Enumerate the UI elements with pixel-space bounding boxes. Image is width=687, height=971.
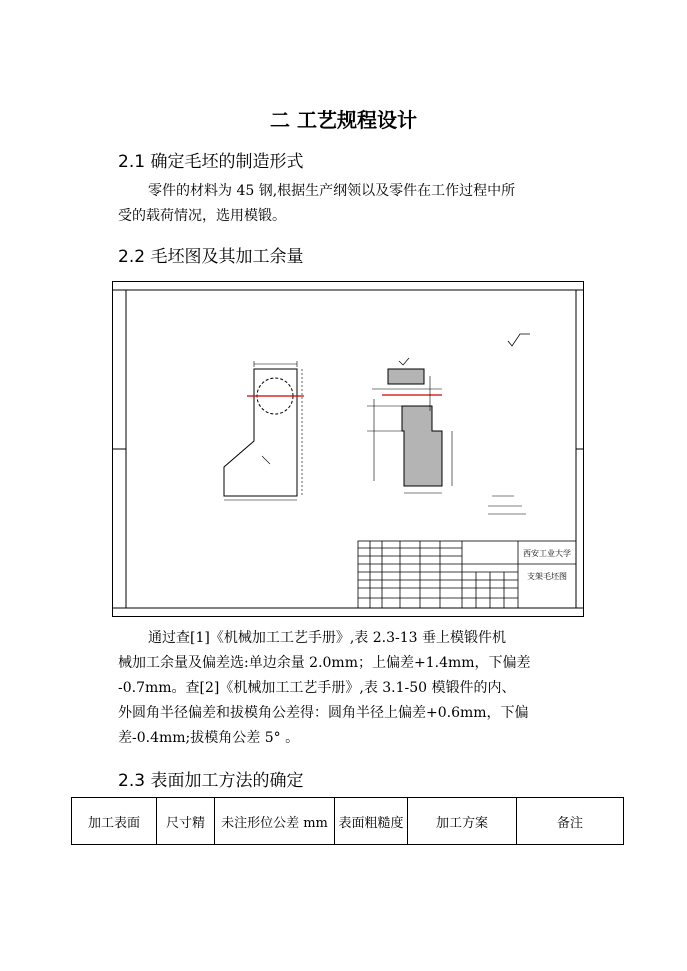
section-title-2-2: 2.2 毛坯图及其加工余量 bbox=[118, 247, 304, 267]
paragraph-line: 受的载荷情况，选用模锻。 bbox=[118, 208, 286, 224]
title-block-drawing-name: 支架毛坯图 bbox=[527, 572, 567, 581]
table-header-cell: 尺寸精 bbox=[157, 798, 215, 845]
paragraph-2-1 bbox=[118, 179, 578, 229]
blank-drawing bbox=[112, 281, 584, 617]
title-block-company: 西安工业大学 bbox=[523, 549, 571, 558]
paragraph-line: -0.7mm。查[2]《机械加工工艺手册》,表 3.1-50 模锻件的内、 bbox=[118, 680, 516, 696]
paragraph-2-2 bbox=[118, 626, 578, 751]
table-header-cell: 未注形位公差 mm bbox=[215, 798, 335, 845]
table-header-cell: 加工表面 bbox=[72, 798, 157, 845]
paragraph-line: 外圆角半径偏差和拔模角公差得：圆角半径上偏差+0.6mm，下偏 bbox=[118, 705, 529, 721]
paragraph-line: 通过查[1]《机械加工工艺手册》,表 2.3-13 垂上模锻件机 bbox=[148, 630, 506, 646]
chapter-title: 二 工艺规程设计 bbox=[270, 108, 417, 132]
table-header-cell: 加工方案 bbox=[408, 798, 517, 845]
paragraph-line: 差-0.4mm;拔模角公差 5° 。 bbox=[118, 730, 300, 746]
paragraph-line: 零件的材料为 45 钢,根据生产纲领以及零件在工作过程中所 bbox=[148, 183, 516, 199]
table-header-cell: 表面粗糙度 bbox=[335, 798, 408, 845]
table-header-row bbox=[72, 798, 624, 845]
paragraph-line: 械加工余量及偏差选:单边余量 2.0mm；上偏差+1.4mm，下偏差 bbox=[118, 655, 531, 671]
table-header-cell: 备注 bbox=[517, 798, 624, 845]
surface-methods-table bbox=[71, 797, 624, 845]
section-title-2-3: 2.3 表面加工方法的确定 bbox=[118, 771, 304, 791]
section-title-2-1: 2.1 确定毛坯的制造形式 bbox=[118, 152, 304, 172]
